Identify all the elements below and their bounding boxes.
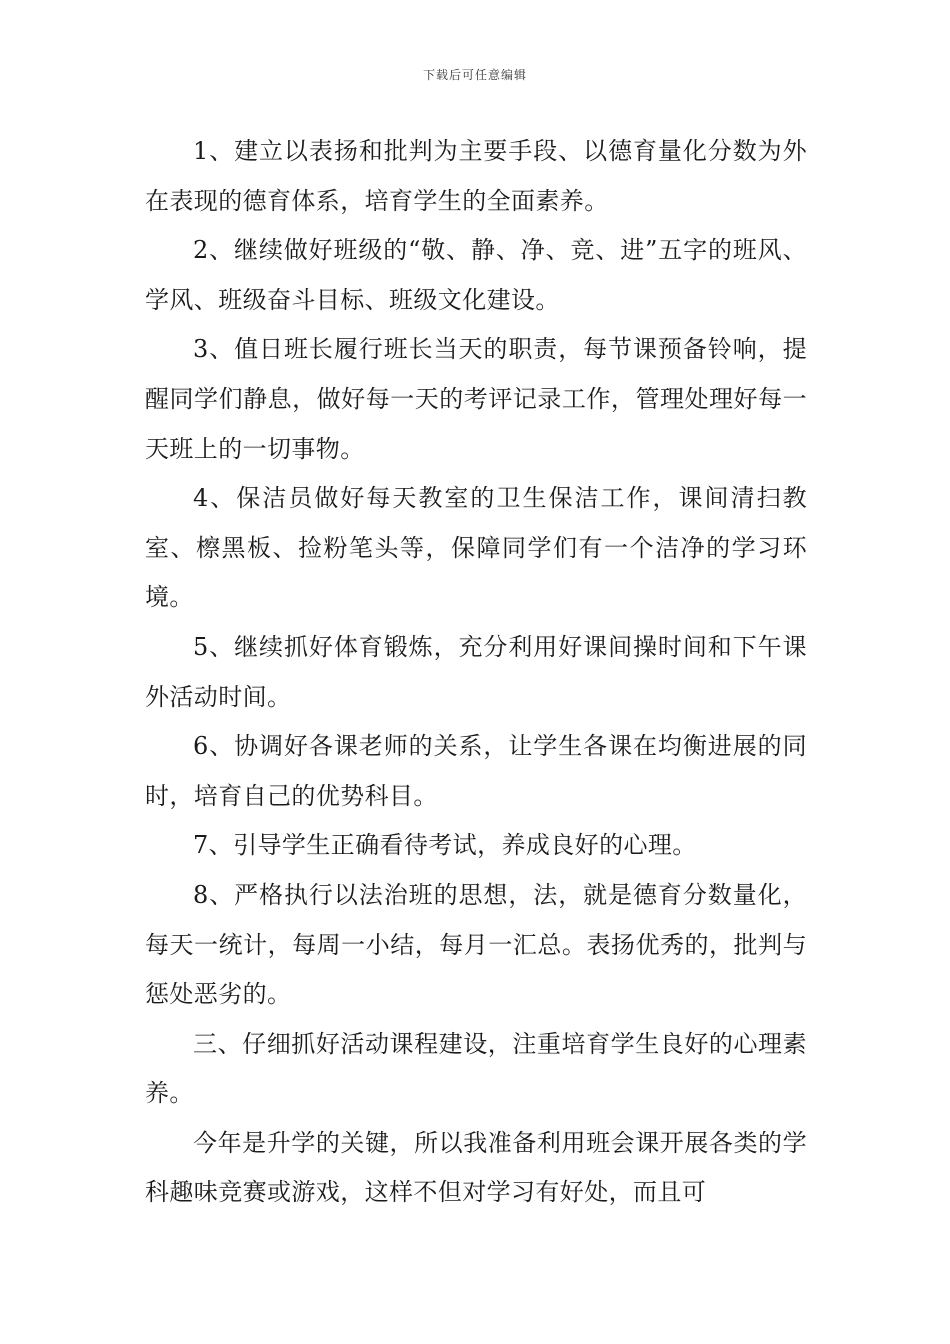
paragraph-intro: 今年是升学的关键，所以我准备利用班会课开展各类的学科趣味竞赛或游戏，这样不但对学习有好处，而且可 bbox=[145, 1128, 807, 1207]
section-heading-3: 三、仔细抓好活动课程建设，注重培育学生良好的心理素养。 bbox=[145, 1029, 807, 1108]
paragraph-3: 3、值日班长履行班长当天的职责，每节课预备铃响，提醒同学们静息，做好每一天的考评记录工作，管理处理好每一天班上的一切事物。 bbox=[145, 335, 807, 463]
page-header: 下载后可任意编辑 bbox=[422, 68, 527, 82]
paragraph-6: 6、协调好各课老师的关系，让学生各课在均衡进展的同时，培育自己的优势科目。 bbox=[145, 732, 807, 810]
paragraph-1: 1、建立以表扬和批判为主要手段、以德育量化分数为外在表现的德育体系，培育学生的全面素养。 bbox=[145, 137, 807, 215]
document-body bbox=[145, 127, 807, 1218]
paragraph-2: 2、继续做好班级的“敬、静、净、竞、进”五字的班风、学风、班级奋斗目标、班级文化建设。 bbox=[145, 236, 807, 314]
paragraph-5: 5、继续抓好体育锻炼，充分利用好课间操时间和下午课外活动时间。 bbox=[145, 632, 807, 711]
paragraph-4: 4、保洁员做好每天教室的卫生保洁工作，课间清扫教室、檫黑板、捡粉笔头等，保障同学们有一个洁净的学习环境。 bbox=[145, 484, 807, 612]
paragraph-8: 8、严格执行以法治班的思想，法，就是德育分数量化，每天一统计，每周一小结，每月一汇总。表扬优秀的，批判与惩处恶劣的。 bbox=[145, 880, 807, 1009]
paragraph-7: 7、引导学生正确看待考试，养成良好的心理。 bbox=[193, 831, 697, 860]
